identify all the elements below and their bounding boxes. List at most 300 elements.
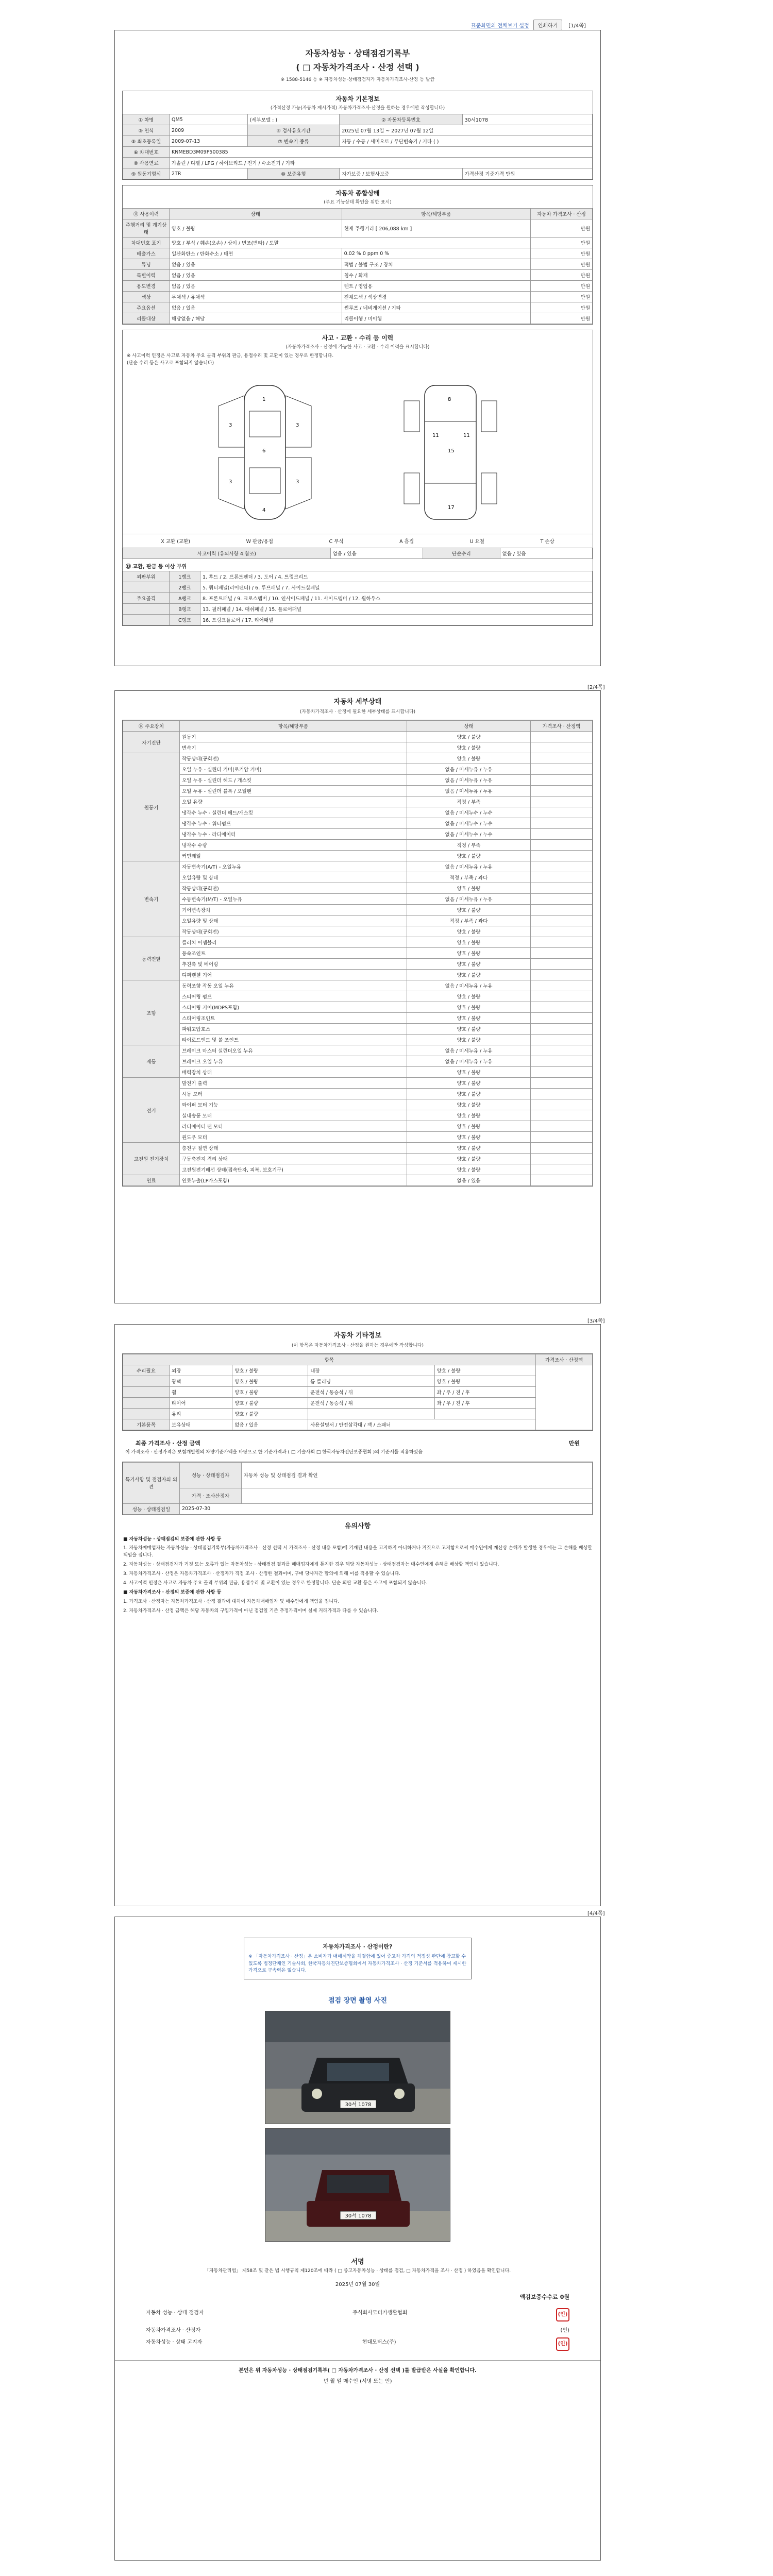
signer-name: 주식회사모터카생활협회 — [352, 2310, 408, 2316]
item-label: 클러치 어셈블리 — [180, 937, 407, 948]
item-state: 적정 / 부족 / 과다 — [407, 872, 531, 883]
svg-text:17: 17 — [448, 505, 455, 511]
cell: 주요옵션 — [123, 302, 170, 313]
cell: ⑩ 보증유형 — [247, 168, 340, 179]
cell: (세부모델 : ) — [247, 114, 340, 125]
table-row — [123, 1387, 593, 1398]
item-label: 디퍼렌셜 기어 — [180, 970, 407, 980]
price-cell — [531, 916, 593, 926]
final-price-text: 이 가격조사 · 산정가격은 보험개발원의 차량기준가액을 바탕으로 한 기준가격과 ( □ 기술사회 □ 한국자동차진단보증협회 )의 기준서를 적용하였음 — [125, 1450, 423, 1455]
item-label: 수동변속기(M/T) - 오일누유 — [180, 894, 407, 905]
item-state: 양호 / 불량 — [407, 732, 531, 742]
view-setting-link[interactable]: 표준화면의 전체보기 설정 — [471, 23, 529, 29]
basic-info-title: 자동차 기본정보 — [335, 95, 380, 103]
cell: 8. 프론트패널 / 9. 크로스멤버 / 10. 인사이드패널 / 11. 사이드멤버 / 12. 휠하우스 — [200, 593, 593, 604]
page-3 — [114, 1324, 601, 1906]
cell: 내장 — [308, 1365, 434, 1376]
price-cell — [531, 1132, 593, 1143]
price-cell — [531, 732, 593, 742]
price-cell — [531, 1099, 593, 1110]
item-label: 작동상태(공회전) — [180, 753, 407, 764]
price-cell — [531, 818, 593, 829]
page-number: [3/4쪽] — [587, 1318, 605, 1324]
item-label: 추진축 및 베어링 — [180, 959, 407, 970]
svg-text:15: 15 — [448, 448, 455, 454]
item-label: 파워고압호스 — [180, 1024, 407, 1035]
note-line: 1. 자동차매매업자는 자동차성능 · 상태점검기록부(자동차가격조사 · 산정 선택 시 가격조사 · 산정 내용 포함)에 기재된 내용을 고지하지 아니하거나 거짓으로 고지함으로써 매수인에게 재산상 손해가 발생한 경우에는 그 손해를 배상할 책임을 집니다. — [123, 1546, 592, 1558]
final-price-unit: 만원 — [568, 1440, 580, 1447]
table-row — [123, 905, 593, 916]
item-label: 등속조인트 — [180, 948, 407, 959]
cell: 전체도색 / 색상변경 — [342, 292, 530, 302]
table-row — [123, 959, 593, 970]
cell: 양호 / 불량 — [232, 1409, 308, 1419]
col-header: 항목/해당부품 — [180, 721, 407, 732]
item-state: 없음 / 미세누유 / 누유 — [407, 1045, 531, 1056]
item-label: 오일 누유 - 실린더 블록 / 오일팬 — [180, 786, 407, 796]
table-row — [123, 807, 593, 818]
cell — [123, 582, 170, 593]
cell: 기본품목 — [123, 1419, 170, 1430]
cell: 2TR — [170, 168, 248, 179]
col-header: 가격조사 · 산정액 — [531, 721, 593, 732]
cell: ⑧ 사용연료 — [123, 158, 170, 168]
page-number: [2/4쪽] — [587, 685, 605, 690]
legend-item: U 요철 — [469, 539, 484, 545]
legend-item: A 흠집 — [399, 539, 414, 545]
cell: 13. 필러패널 / 14. 대쉬패널 / 15. 플로어패널 — [200, 604, 593, 615]
basic-info-section — [122, 91, 593, 180]
cell: 용도변경 — [123, 281, 170, 292]
car-frame-view-icon — [373, 375, 528, 530]
etc-title: 자동차 기타정보 — [333, 1332, 382, 1340]
table-row — [123, 270, 593, 281]
legend-item: X 교환 (교환) — [161, 539, 190, 545]
cell: 특별이력 — [123, 270, 170, 281]
group-label: 동력전달 — [123, 937, 180, 980]
item-label: 스티어링조인트 — [180, 1013, 407, 1024]
item-state: 양호 / 불량 — [407, 1099, 531, 1110]
price-cell — [531, 970, 593, 980]
table-row — [123, 1035, 593, 1045]
item-state: 없음 / 미세누수 / 누수 — [407, 807, 531, 818]
cell-label: 가격산정 기준가격 — [464, 172, 505, 177]
table-row — [123, 829, 593, 840]
cell: 휠 — [170, 1387, 232, 1398]
price-cell — [531, 926, 593, 937]
item-state: 없음 / 있음 — [407, 1175, 531, 1186]
svg-text:6: 6 — [262, 448, 266, 454]
state-section — [122, 185, 593, 325]
item-state: 없음 / 미세누수 / 누수 — [407, 818, 531, 829]
table-row — [123, 1154, 593, 1164]
cell: 만원 — [531, 302, 593, 313]
table-row — [123, 1024, 593, 1035]
item-label: 변속기 — [180, 742, 407, 753]
fee-value: 0원 — [560, 2294, 569, 2300]
cell — [123, 1387, 170, 1398]
item-state: 양호 / 불량 — [407, 1143, 531, 1154]
note-line: 2. 자동차가격조사 · 산정 금액은 해당 자동차의 구입가격이 아닌 점검일 기준 추정가격이며 실제 거래가격과 다를 수 있습니다. — [123, 1608, 378, 1614]
cell: 양호 / 부식 / 훼손(오손) / 상이 / 변조(변타) / 도말 — [170, 238, 531, 248]
cell: 리콜대상 — [123, 313, 170, 324]
item-label: 작동상태(공회전) — [180, 883, 407, 894]
table-row — [123, 796, 593, 807]
cell — [123, 615, 170, 625]
cell — [123, 1409, 170, 1419]
cell: 외판부위 — [123, 571, 170, 582]
table-row — [123, 281, 593, 292]
cell: 광택 — [170, 1376, 232, 1387]
price-cell — [531, 980, 593, 991]
info-box-title: 자동차가격조사 · 산정이란? — [323, 1943, 393, 1950]
price-cell — [531, 1024, 593, 1035]
cell: 좌 / 우 / 전 / 후 — [434, 1387, 535, 1398]
item-label: 타이로드엔드 및 볼 조인트 — [180, 1035, 407, 1045]
plate-text: 30서 1078 — [345, 2213, 372, 2219]
item-label: 오일유량 및 상태 — [180, 872, 407, 883]
item-label: 냉각수 수량 — [180, 840, 407, 851]
cell: 침수 / 화재 — [342, 270, 530, 281]
cell: 가격 · 조사산정자 — [180, 1488, 242, 1503]
item-label: 충전구 절연 상태 — [180, 1143, 407, 1154]
final-price-row — [115, 1431, 600, 1449]
notes-title: 유의사항 — [344, 1522, 371, 1530]
cell: ② 자동차등록번호 — [340, 114, 462, 125]
table-row — [123, 1132, 593, 1143]
cell: 없음 / 있음 — [330, 548, 423, 559]
cell: ③ 연식 — [123, 125, 170, 136]
table-row — [123, 970, 593, 980]
legend-item: C 부식 — [329, 539, 344, 545]
accident-note-2: (단순 수리 등은 사고로 포함되지 않습니다) — [127, 360, 214, 366]
cell-value: 만원 — [506, 172, 515, 177]
price-cell — [531, 1175, 593, 1186]
cell: 현재 주행거리 [ 206,088 km ] — [342, 219, 530, 238]
cell: 2009-07-13 — [170, 136, 248, 147]
item-label: 오일 누유 - 실린더 헤드 / 개스킷 — [180, 775, 407, 786]
photo-title: 점검 장면 촬영 사진 — [328, 1996, 388, 2005]
item-state: 양호 / 불량 — [407, 970, 531, 980]
table-row — [123, 1078, 593, 1089]
cell: 사고이력 (유의사항 4.참조) — [123, 548, 331, 559]
print-button[interactable]: 인쇄하기 — [533, 20, 563, 30]
cell: 수리필요 — [123, 1365, 170, 1376]
seal-label: (인) — [560, 2328, 569, 2333]
table-row — [123, 861, 593, 872]
cell: 양호 / 불량 — [232, 1365, 308, 1376]
basic-info-sub: (가격산정 가능(자동차 제시가격) 자동차가격조사·산정을 원하는 경우에만 작성합니다) — [270, 106, 445, 111]
cell — [434, 1409, 535, 1419]
svg-text:3: 3 — [296, 479, 299, 485]
table-row — [123, 238, 593, 248]
price-cell — [531, 1110, 593, 1121]
item-label: 고전원전기배선 상태(접속단자, 피복, 보호기구) — [180, 1164, 407, 1175]
group-label: 변속기 — [123, 861, 180, 937]
cell: 없음 / 있음 — [170, 281, 342, 292]
cell: 16. 트렁크플로어 / 17. 리어패널 — [200, 615, 593, 625]
plate-text: 30서 1078 — [345, 2102, 372, 2108]
col-header: 가격조사 · 산정액 — [536, 1354, 593, 1365]
svg-text:3: 3 — [229, 422, 232, 428]
cell: 특기사항 및 점검자의 의견 — [123, 1462, 180, 1503]
accident-note-1: ※ 사고이력 인정은 사고로 자동차 주요 골격 부위의 판금, 용접수리 및 교환이 있는 경우로 한정합니다. — [127, 353, 334, 359]
cell: KNMEBD3M09P500385 — [170, 147, 593, 158]
table-row — [123, 764, 593, 775]
cell: 룸 클리닝 — [308, 1376, 434, 1387]
cell: 만원 — [531, 313, 593, 324]
car-diagram — [123, 367, 593, 534]
price-cell — [531, 905, 593, 916]
sign-title: 서명 — [351, 2258, 364, 2266]
doc-title: 자동차성능 · 상태점검기록부 — [305, 48, 410, 58]
cell: 만원 — [531, 259, 593, 270]
cell: 만원 — [531, 238, 593, 248]
group-label: 고전원 전기장치 — [123, 1143, 180, 1175]
table-row — [123, 948, 593, 959]
price-cell — [531, 753, 593, 764]
item-state: 양호 / 불량 — [407, 1089, 531, 1099]
cell: 만원 — [531, 270, 593, 281]
table-row — [123, 916, 593, 926]
cell: 자가보증 / 보험사보증 — [340, 168, 462, 179]
item-state: 양호 / 불량 — [407, 937, 531, 948]
item-label: 브레이크 오일 누유 — [180, 1056, 407, 1067]
cell: 운전석 / 동승석 / 뒤 — [308, 1398, 434, 1409]
table-row — [123, 1164, 593, 1175]
item-state: 양호 / 불량 — [407, 1067, 531, 1078]
table-row — [123, 1121, 593, 1132]
item-state: 양호 / 불량 — [407, 905, 531, 916]
item-state: 적정 / 부족 — [407, 796, 531, 807]
cell: 없음 / 있음 — [170, 302, 342, 313]
price-cell — [531, 786, 593, 796]
cell: 2랭크 — [170, 582, 200, 593]
price-cell — [531, 742, 593, 753]
table-row — [123, 1099, 593, 1110]
cell: 유리 — [170, 1409, 232, 1419]
table-row — [123, 313, 593, 324]
table-row — [123, 1013, 593, 1024]
price-cell — [531, 1067, 593, 1078]
svg-text:4: 4 — [262, 507, 266, 513]
cell: B랭크 — [170, 604, 200, 615]
item-label: 오일 유량 — [180, 796, 407, 807]
item-state: 양호 / 불량 — [407, 883, 531, 894]
cell — [123, 604, 170, 615]
item-state: 양호 / 불량 — [407, 1110, 531, 1121]
item-label: 라디에이터 팬 모터 — [180, 1121, 407, 1132]
cell: 1랭크 — [170, 571, 200, 582]
table-row — [123, 980, 593, 991]
item-label: 오일 누유 - 실린더 커버(로커암 커버) — [180, 764, 407, 775]
price-cell — [531, 1002, 593, 1013]
note-line: 3. 자동차가격조사 · 산정은 자동차가격조사 · 산정자가 직접 조사 · 산정한 결과이며, 구매 당사자간 합의에 의해 이를 적용할 수 있습니다. — [123, 1571, 401, 1577]
cell: 양호 / 불량 — [232, 1376, 308, 1387]
item-state: 적정 / 부족 — [407, 840, 531, 851]
group-label: 연료 — [123, 1175, 180, 1186]
cell: 렌트 / 영업용 — [342, 281, 530, 292]
signer-role: 자동차 성능 · 상태 점검자 — [146, 2310, 204, 2316]
cell: QM5 — [170, 114, 248, 125]
cell: 배출가스 — [123, 248, 170, 259]
item-label: 자동변속기(A/T) - 오일누유 — [180, 861, 407, 872]
cell: 사용설명서 / 안전삼각대 / 잭 / 스패너 — [308, 1419, 536, 1430]
cell: 썬루프 / 네비게이션 / 기타 — [342, 302, 530, 313]
cell: A랭크 — [170, 593, 200, 604]
seal-stamp: (인) — [556, 2308, 569, 2321]
table-row — [123, 883, 593, 894]
table-row — [123, 292, 593, 302]
fee-label: 엑검보증수수료 — [519, 2294, 558, 2300]
price-cell — [531, 861, 593, 872]
item-label: 냉각수 누수 - 라디에이터 — [180, 829, 407, 840]
item-label: 브레이크 마스터 실린더오일 누유 — [180, 1045, 407, 1056]
col-header: ⑭ 주요장치 — [123, 721, 180, 732]
price-cell — [531, 796, 593, 807]
note-line: ■ 자동차성능 · 상태점검의 보증에 관한 사항 등 — [123, 1536, 222, 1542]
cell: 양호 / 불량 — [232, 1398, 308, 1409]
page-number: [4/4쪽] — [587, 1911, 605, 1917]
item-state: 없음 / 미세누유 / 누유 — [407, 1056, 531, 1067]
signer-role: 자동차성능 · 상태 고지자 — [146, 2340, 203, 2345]
svg-text:11: 11 — [463, 433, 470, 438]
cell: 2025년 07월 13일 ~ 2027년 07월 12일 — [340, 125, 593, 136]
item-state: 양호 / 불량 — [407, 851, 531, 861]
signer-row — [115, 2324, 600, 2335]
table-row — [123, 1409, 593, 1419]
footer-sign: 년 월 일 매수인 (서명 또는 인) — [323, 2379, 392, 2384]
table-row — [123, 753, 593, 764]
inspection-photo-rear — [265, 2128, 450, 2242]
note-line: ■ 자동차가격조사 · 산정의 보증에 관한 사항 등 — [123, 1590, 222, 1596]
table-row — [123, 937, 593, 948]
table-row — [123, 1398, 593, 1409]
doc-note: ※ 1588-5146 등 ※ 자동차성능·상태점검자가 자동차가격조사·산정 등 발급 — [280, 77, 435, 82]
car-top-view-icon — [188, 375, 342, 530]
table-row — [123, 604, 593, 615]
item-state: 양호 / 불량 — [407, 959, 531, 970]
table-row — [123, 732, 593, 742]
table-row — [123, 219, 593, 238]
cell: 일산화탄소 / 탄화수소 / 매연 — [170, 248, 342, 259]
cell: 없음 / 있음 — [170, 259, 342, 270]
signer-row — [115, 2306, 600, 2324]
info-box — [244, 1938, 472, 1979]
legend — [123, 534, 593, 548]
cell: 만원 — [531, 219, 593, 238]
table-row — [123, 259, 593, 270]
cell: 0.02 % 0 ppm 0 % — [342, 248, 530, 259]
cell: ① 차명 — [123, 114, 170, 125]
remark-table — [123, 1462, 593, 1515]
svg-text:1: 1 — [262, 397, 266, 402]
signer-row — [115, 2335, 600, 2353]
price-cell — [531, 991, 593, 1002]
seal-stamp: (인) — [556, 2337, 569, 2351]
panel-header: ⑬ 교환, 판금 등 이상 부위 — [126, 564, 187, 570]
price-cell — [531, 851, 593, 861]
panel-table — [123, 571, 593, 625]
price-cell — [531, 937, 593, 948]
table-row — [123, 991, 593, 1002]
table-row — [123, 1110, 593, 1121]
table-row — [123, 302, 593, 313]
item-state: 양호 / 불량 — [407, 1035, 531, 1045]
item-label: 배력장치 상태 — [180, 1067, 407, 1078]
cell: ⑤ 최초등록일 — [123, 136, 170, 147]
cell: 보유상태 — [170, 1419, 232, 1430]
basic-info-table — [123, 114, 593, 179]
table-row — [123, 742, 593, 753]
item-state: 없음 / 미세누유 / 누유 — [407, 764, 531, 775]
cell: 자동 / 수동 / 세미오토 / 무단변속기 / 기타 ( ) — [340, 136, 593, 147]
price-cell — [531, 894, 593, 905]
table-row — [123, 786, 593, 796]
table-row — [123, 1002, 593, 1013]
table-row — [123, 1488, 593, 1503]
item-state: 적정 / 부족 / 과다 — [407, 916, 531, 926]
signer-name: 현대모터스(주) — [362, 2340, 396, 2345]
table-row — [123, 1067, 593, 1078]
cell: 없음 / 있음 — [170, 270, 342, 281]
table-row — [123, 582, 593, 593]
cell: 운전석 / 동승석 / 뒤 — [308, 1387, 434, 1398]
price-cell — [531, 883, 593, 894]
etc-section — [122, 1353, 593, 1431]
inspection-photo-front — [265, 2011, 450, 2124]
price-cell — [531, 840, 593, 851]
top-toolbar — [471, 20, 600, 30]
price-cell — [531, 775, 593, 786]
cell: 2009 — [170, 125, 248, 136]
table-row — [123, 1365, 593, 1376]
item-label: 실내송풍 모터 — [180, 1110, 407, 1121]
group-label: 전기 — [123, 1078, 180, 1143]
item-state: 양호 / 불량 — [407, 926, 531, 937]
item-label: 커먼레일 — [180, 851, 407, 861]
page-1 — [114, 30, 601, 666]
item-state: 양호 / 불량 — [407, 742, 531, 753]
cell: 적법 / 불법 구조 / 장치 — [342, 259, 530, 270]
page-2 — [114, 690, 601, 1303]
table-row — [123, 1462, 593, 1488]
legend-item: W 판금/용접 — [246, 539, 273, 545]
item-state: 양호 / 불량 — [407, 1002, 531, 1013]
table-row — [123, 840, 593, 851]
cell: 색상 — [123, 292, 170, 302]
cell — [462, 168, 592, 179]
group-label: 조향 — [123, 980, 180, 1045]
remark-section — [122, 1462, 593, 1515]
car-front-photo-icon — [265, 2011, 450, 2124]
cell: 양호 / 불량 — [434, 1365, 535, 1376]
item-label: 시동 모터 — [180, 1089, 407, 1099]
table-row — [123, 1143, 593, 1154]
doc-subtitle: ( □ 자동차가격조사 · 산정 선택 ) — [296, 62, 419, 72]
table-row — [123, 615, 593, 625]
svg-text:3: 3 — [229, 479, 232, 485]
table-row — [123, 1503, 593, 1514]
item-label: 기어변속장치 — [180, 905, 407, 916]
item-label: 연료누출(LP가스포함) — [180, 1175, 407, 1186]
item-state: 양호 / 불량 — [407, 1078, 531, 1089]
col-header: 항목 — [123, 1354, 536, 1365]
note-line: 4. 사고이력 인정은 사고로 자동차 주요 골격 부위의 판금, 용접수리 및 교환이 있는 경우로 한정합니다. 단순 외판 교환 등은 사고에 포함되지 않습니다. — [123, 1581, 428, 1586]
detail-table — [123, 720, 593, 1186]
sign-text: 「자동차관리법」 제58조 및 같은 법 시행규칙 제120조에 따라 ( □ 중고자동차성능 · 상태를 점검, □ 자동차가격을 조사 · 산정 ) 하였음을 확인합니다. — [204, 2268, 511, 2274]
table-row — [123, 894, 593, 905]
